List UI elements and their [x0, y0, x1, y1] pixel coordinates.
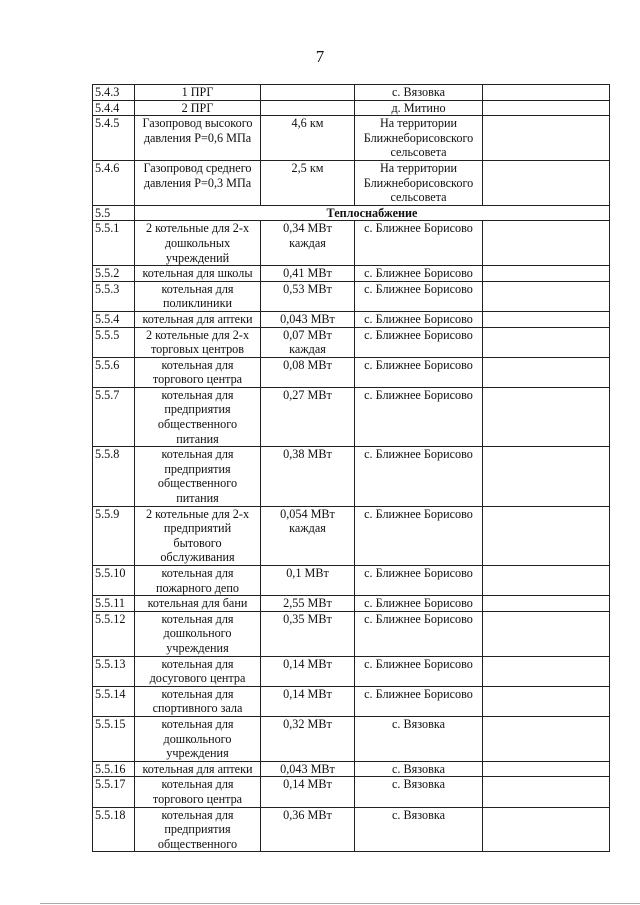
location-cell — [355, 100, 483, 116]
extra-cell — [483, 116, 610, 161]
capacity-cell — [261, 807, 355, 852]
row-number-cell — [93, 85, 135, 101]
row-number-cell — [93, 596, 135, 612]
object-name-cell-text: котельная для досугового центра — [149, 656, 246, 686]
location-cell-text: с. Ближнее Борисово — [364, 327, 473, 342]
row-number-cell — [93, 357, 135, 387]
table-row — [93, 716, 610, 761]
object-name-cell — [135, 611, 261, 656]
object-name-cell-text: котельная для торгового центра — [152, 777, 243, 806]
location-cell-text: На территории Ближнеборисовского сельсовета — [363, 116, 474, 160]
extra-cell — [483, 160, 610, 205]
object-name-cell-text: 1 ПРГ — [181, 85, 214, 99]
table-row — [93, 221, 610, 266]
object-name-cell-text: 2 ПРГ — [181, 100, 214, 115]
extra-cell — [483, 327, 610, 357]
table-row — [93, 761, 610, 777]
capacity-cell — [261, 716, 355, 761]
row-number-cell-text: 5.5.12 — [95, 611, 126, 626]
location-cell — [355, 116, 483, 161]
row-number-cell — [93, 221, 135, 266]
row-number-cell-text: 5.5.2 — [95, 266, 120, 281]
page-number: 7 — [315, 47, 325, 66]
row-number-cell — [93, 506, 135, 565]
row-number-cell-text: 5.5.16 — [95, 761, 126, 776]
location-cell-text: с. Ближнее Борисово — [364, 357, 473, 372]
row-number-cell — [93, 656, 135, 686]
row-number-cell — [93, 777, 135, 807]
object-name-cell — [135, 447, 261, 506]
capacity-cell-text: 0,36 МВт — [283, 807, 332, 822]
location-cell — [355, 611, 483, 656]
capacity-cell-text: 0,34 МВт каждая — [283, 221, 332, 250]
object-name-cell — [135, 266, 261, 282]
location-cell — [355, 327, 483, 357]
object-name-cell — [135, 686, 261, 716]
extra-cell — [483, 611, 610, 656]
capacity-cell-text: 0,14 МВт — [283, 686, 332, 701]
object-name-cell — [135, 116, 261, 161]
location-cell — [355, 160, 483, 205]
capacity-cell — [261, 221, 355, 266]
object-name-cell — [135, 100, 261, 116]
capacity-cell — [261, 160, 355, 205]
object-name-cell-text: котельная для спортивного зала — [152, 686, 243, 716]
object-name-cell-text: котельная для дошкольного учреждения — [161, 611, 234, 655]
object-name-cell-text: 2 котельные для 2-х дошкольных учреждений — [145, 221, 250, 265]
object-name-cell-text: котельная для аптеки — [142, 761, 253, 776]
extra-cell — [483, 686, 610, 716]
row-number-cell-text: 5.5.13 — [95, 656, 126, 671]
capacity-cell-text: 0,14 МВт — [283, 777, 332, 792]
row-number-cell-text: 5.5.11 — [95, 596, 126, 611]
location-cell — [355, 807, 483, 852]
object-name-cell — [135, 807, 261, 852]
object-name-cell-text: 2 котельные для 2-х предприятий бытового обслуживания — [145, 506, 250, 565]
object-name-cell — [135, 160, 261, 205]
row-number-cell — [93, 100, 135, 116]
capacity-cell — [261, 116, 355, 161]
table-row — [93, 357, 610, 387]
object-name-cell — [135, 596, 261, 612]
table-row — [93, 807, 610, 852]
object-name-cell — [135, 777, 261, 807]
capacity-cell-text: 0,41 МВт — [283, 266, 332, 281]
table-body — [93, 85, 610, 852]
row-number-cell-text: 5.5.8 — [95, 447, 120, 462]
location-cell — [355, 761, 483, 777]
location-cell-text: с. Ближнее Борисово — [364, 506, 473, 521]
capacity-cell-text: 0,054 МВт каждая — [280, 506, 335, 536]
capacity-cell-text: 0,043 МВт — [280, 761, 335, 776]
location-cell — [355, 85, 483, 101]
table-row — [93, 611, 610, 656]
row-number-cell-text: 5.5.5 — [95, 327, 120, 342]
object-name-cell — [135, 357, 261, 387]
extra-cell — [483, 596, 610, 612]
table-row — [93, 686, 610, 716]
object-name-cell-text: котельная для поликлиники — [161, 281, 234, 311]
extra-cell — [483, 221, 610, 266]
capacity-cell — [261, 447, 355, 506]
location-cell-text: с. Вязовка — [392, 807, 445, 822]
location-cell-text: На территории Ближнеборисовского сельсовета — [363, 160, 474, 205]
location-cell — [355, 716, 483, 761]
extra-cell — [483, 777, 610, 807]
object-name-cell — [135, 327, 261, 357]
extra-cell — [483, 100, 610, 116]
location-cell-text: с. Ближнее Борисово — [364, 221, 473, 236]
object-name-cell-text: котельная для дошкольного учреждения — [161, 716, 234, 761]
location-cell-text: с. Вязовка — [392, 761, 445, 776]
location-cell — [355, 686, 483, 716]
row-number-cell-text: 5.5.15 — [95, 716, 126, 731]
row-number-cell-text: 5.4.5 — [95, 116, 120, 131]
location-cell — [355, 656, 483, 686]
section-title-cell-text: Теплоснабжение — [326, 205, 418, 220]
object-name-cell-text: котельная для школы — [142, 266, 253, 281]
capacity-cell — [261, 100, 355, 116]
capacity-cell-text: 0,14 МВт — [283, 656, 332, 671]
object-name-cell-text: котельная для торгового центра — [152, 357, 243, 387]
capacity-cell — [261, 311, 355, 327]
extra-cell — [483, 566, 610, 596]
row-number-cell — [93, 327, 135, 357]
location-cell-text: с. Ближнее Борисово — [364, 387, 473, 402]
location-cell-text: с. Вязовка — [392, 716, 445, 731]
location-cell-text: с. Ближнее Борисово — [364, 447, 473, 462]
capacity-cell — [261, 506, 355, 565]
capacity-cell-text: 0,53 МВт — [283, 281, 332, 296]
table-row — [93, 266, 610, 282]
location-cell-text: с. Ближнее Борисово — [364, 686, 473, 701]
row-number-cell — [93, 266, 135, 282]
extra-cell — [483, 311, 610, 327]
capacity-cell-text: 0,1 МВт — [286, 566, 329, 580]
location-cell — [355, 221, 483, 266]
extra-cell — [483, 85, 610, 101]
capacity-cell-text: 0,07 МВт каждая — [283, 327, 332, 357]
location-cell-text: д. Митино — [391, 100, 446, 115]
row-number-cell-text: 5.5.7 — [95, 387, 120, 402]
capacity-cell — [261, 611, 355, 656]
location-cell-text: с. Ближнее Борисово — [364, 266, 473, 281]
capacity-cell — [261, 656, 355, 686]
location-cell-text: с. Ближнее Борисово — [364, 281, 473, 296]
row-number-cell — [93, 311, 135, 327]
capacity-cell — [261, 85, 355, 101]
object-name-cell-text: котельная для предприятия общественного питания — [157, 447, 238, 506]
extra-cell — [483, 447, 610, 506]
table-row — [93, 777, 610, 807]
row-number-cell-text: 5.4.6 — [95, 160, 120, 175]
plan-table — [92, 84, 610, 852]
table-row — [93, 281, 610, 311]
location-cell — [355, 506, 483, 565]
object-name-cell-text: Газопровод высокого давления Р=0,6 МПа — [142, 116, 253, 145]
object-name-cell — [135, 221, 261, 266]
object-name-cell-text: котельная для предприятия общественного — [157, 807, 238, 851]
table-row — [93, 387, 610, 446]
object-name-cell — [135, 761, 261, 777]
location-cell-text: с. Ближнее Борисово — [364, 596, 473, 611]
table-row — [93, 596, 610, 612]
table-row — [93, 311, 610, 327]
table-row — [93, 566, 610, 596]
capacity-cell — [261, 281, 355, 311]
capacity-cell-text: 0,32 МВт — [283, 716, 332, 731]
object-name-cell — [135, 281, 261, 311]
location-cell-text: с. Ближнее Борисово — [364, 311, 473, 326]
table-row — [93, 100, 610, 116]
row-number-cell — [93, 205, 135, 221]
location-cell — [355, 357, 483, 387]
extra-cell — [483, 761, 610, 777]
row-number-cell-text: 5.4.3 — [95, 85, 120, 99]
row-number-cell — [93, 611, 135, 656]
capacity-cell-text: 4,6 км — [291, 116, 324, 131]
row-number-cell — [93, 716, 135, 761]
table-row — [93, 656, 610, 686]
capacity-cell-text: 2,5 км — [291, 160, 324, 175]
table-row — [93, 160, 610, 205]
extra-cell — [483, 357, 610, 387]
location-cell — [355, 566, 483, 596]
row-number-cell-text: 5.5.18 — [95, 807, 126, 822]
extra-cell — [483, 506, 610, 565]
location-cell-text: с. Вязовка — [392, 85, 445, 99]
section-row — [93, 205, 610, 221]
object-name-cell-text: котельная для пожарного депо — [156, 566, 239, 595]
location-cell — [355, 447, 483, 506]
row-number-cell-text: 5.5.17 — [95, 777, 126, 792]
row-number-cell-text: 5.5.1 — [95, 221, 120, 236]
row-number-cell-text: 5.5.3 — [95, 281, 120, 296]
row-number-cell — [93, 686, 135, 716]
table-row — [93, 506, 610, 565]
extra-cell — [483, 266, 610, 282]
object-name-cell-text: 2 котельные для 2-х торговых центров — [145, 327, 250, 357]
object-name-cell-text: котельная для аптеки — [142, 311, 253, 326]
capacity-cell — [261, 327, 355, 357]
row-number-cell — [93, 387, 135, 446]
location-cell — [355, 387, 483, 446]
row-number-cell-text: 5.5.4 — [95, 311, 120, 326]
table-row — [93, 447, 610, 506]
capacity-cell-text: 0,08 МВт — [283, 357, 332, 372]
object-name-cell — [135, 85, 261, 101]
location-cell — [355, 311, 483, 327]
extra-cell — [483, 716, 610, 761]
object-name-cell — [135, 506, 261, 565]
capacity-cell — [261, 686, 355, 716]
object-name-cell-text: Газопровод среднего давления Р=0,3 МПа — [143, 160, 252, 190]
row-number-cell — [93, 160, 135, 205]
location-cell — [355, 596, 483, 612]
table-row — [93, 116, 610, 161]
capacity-cell-text: 0,38 МВт — [283, 447, 332, 462]
extra-cell — [483, 387, 610, 446]
row-number-cell-text: 5.5.10 — [95, 566, 126, 580]
location-cell-text: с. Ближнее Борисово — [364, 656, 473, 671]
extra-cell — [483, 281, 610, 311]
location-cell — [355, 777, 483, 807]
row-number-cell-text: 5.5 — [95, 205, 111, 220]
location-cell-text: с. Вязовка — [392, 777, 445, 792]
location-cell-text: с. Ближнее Борисово — [364, 566, 473, 580]
row-number-cell — [93, 566, 135, 596]
capacity-cell — [261, 761, 355, 777]
capacity-cell-text: 2,55 МВт — [283, 596, 332, 611]
location-cell — [355, 281, 483, 311]
row-number-cell — [93, 761, 135, 777]
row-number-cell-text: 5.4.4 — [95, 100, 120, 115]
object-name-cell — [135, 716, 261, 761]
extra-cell — [483, 807, 610, 852]
object-name-cell — [135, 387, 261, 446]
capacity-cell-text: 0,27 МВт — [283, 387, 332, 402]
object-name-cell-text: котельная для бани — [147, 596, 248, 611]
row-number-cell — [93, 447, 135, 506]
table-row — [93, 327, 610, 357]
capacity-cell — [261, 266, 355, 282]
page-bottom-edge — [40, 903, 640, 904]
table-row — [93, 85, 610, 101]
object-name-cell — [135, 656, 261, 686]
extra-cell — [483, 656, 610, 686]
row-number-cell — [93, 116, 135, 161]
row-number-cell — [93, 807, 135, 852]
row-number-cell-text: 5.5.9 — [95, 506, 120, 521]
capacity-cell — [261, 357, 355, 387]
section-title-cell — [135, 205, 610, 221]
capacity-cell-text: 0,35 МВт — [283, 611, 332, 626]
object-name-cell-text: котельная для предприятия общественного питания — [157, 387, 238, 446]
capacity-cell — [261, 777, 355, 807]
capacity-cell — [261, 387, 355, 446]
row-number-cell-text: 5.5.14 — [95, 686, 126, 701]
capacity-cell-text: 0,043 МВт — [280, 311, 335, 326]
location-cell-text: с. Ближнее Борисово — [364, 611, 473, 626]
capacity-cell — [261, 596, 355, 612]
row-number-cell-text: 5.5.6 — [95, 357, 120, 372]
row-number-cell — [93, 281, 135, 311]
object-name-cell — [135, 311, 261, 327]
location-cell — [355, 266, 483, 282]
capacity-cell — [261, 566, 355, 596]
object-name-cell — [135, 566, 261, 596]
